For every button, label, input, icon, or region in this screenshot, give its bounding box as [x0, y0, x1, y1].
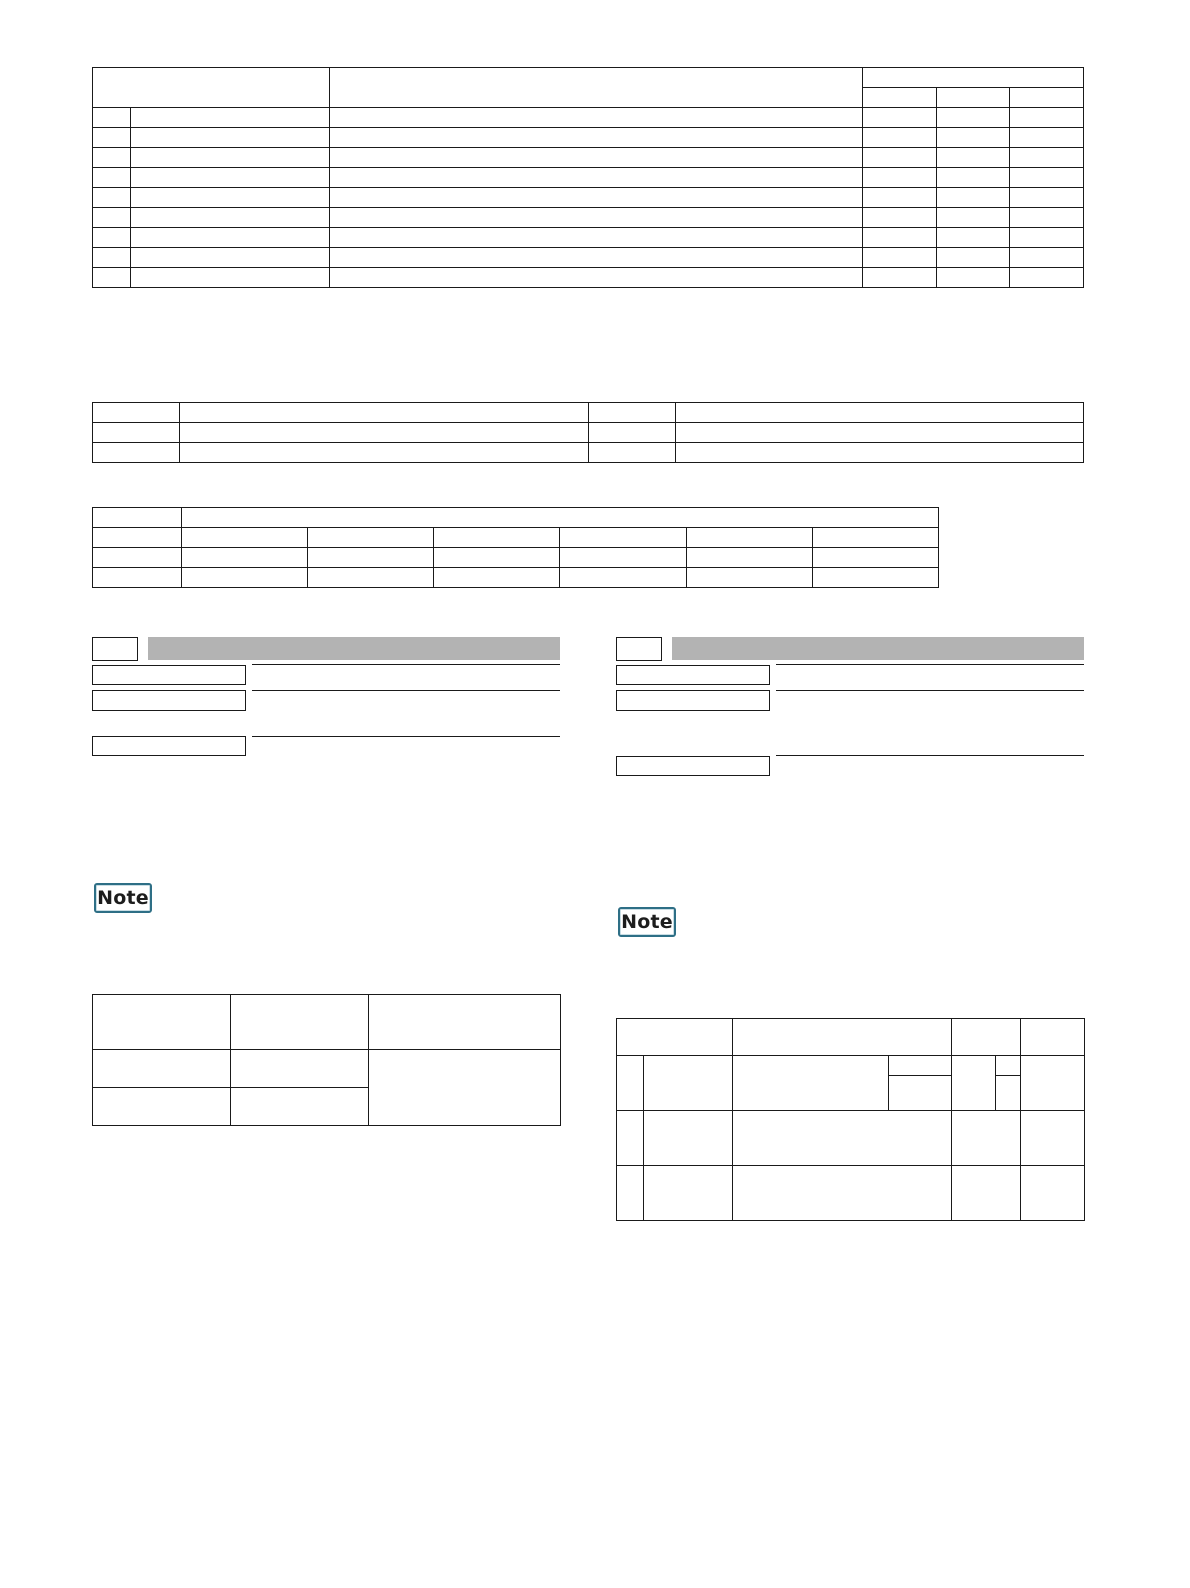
spec-table-main — [92, 67, 1084, 288]
table-row — [93, 443, 1084, 463]
header-cell — [93, 68, 330, 108]
table-header-row — [93, 68, 1084, 88]
table-row — [93, 548, 939, 568]
section-number-box — [92, 637, 138, 661]
section-title-bar — [148, 637, 560, 660]
field-label-box — [92, 665, 246, 685]
header-cell — [863, 68, 1084, 88]
header-cell — [182, 508, 939, 528]
field-rule — [252, 690, 560, 691]
table-row — [93, 128, 1084, 148]
field-rule — [252, 664, 560, 665]
field-label-box — [92, 690, 246, 711]
table-row — [617, 1111, 1085, 1166]
field-rule — [776, 755, 1084, 756]
note-label: Note — [97, 887, 149, 909]
table-row — [617, 1056, 1085, 1076]
table-row — [93, 423, 1084, 443]
header-cell — [330, 68, 863, 108]
right-bottom-table — [616, 1018, 1085, 1221]
table-row — [93, 188, 1084, 208]
table-header-row — [93, 508, 939, 528]
table-row — [93, 248, 1084, 268]
table-row — [93, 403, 1084, 423]
note-icon — [94, 883, 152, 913]
field-label-box — [616, 756, 770, 776]
section-number-box — [616, 637, 662, 661]
field-rule — [252, 736, 560, 737]
note-label: Note — [621, 911, 673, 933]
table-row — [93, 568, 939, 588]
section-title-bar — [672, 637, 1084, 660]
table-header-row — [617, 1019, 1085, 1056]
header-cell — [93, 508, 182, 528]
table-row — [93, 528, 939, 548]
table-row — [93, 168, 1084, 188]
spec-table-values — [92, 507, 939, 588]
field-label-box — [616, 690, 770, 711]
table-row — [93, 148, 1084, 168]
left-bottom-table — [92, 994, 561, 1126]
table-row — [93, 1050, 561, 1088]
field-label-box — [616, 665, 770, 685]
header-cell — [1010, 88, 1084, 108]
table-row — [93, 108, 1084, 128]
header-cell — [937, 88, 1010, 108]
field-rule — [776, 664, 1084, 665]
table-header-row — [93, 995, 561, 1050]
table-row — [617, 1166, 1085, 1221]
spec-table-secondary — [92, 402, 1084, 463]
field-rule — [776, 690, 1084, 691]
table-row — [93, 208, 1084, 228]
header-cell — [863, 88, 937, 108]
table-row — [93, 268, 1084, 288]
note-icon — [618, 907, 676, 937]
table-row — [93, 228, 1084, 248]
field-label-box — [92, 736, 246, 756]
